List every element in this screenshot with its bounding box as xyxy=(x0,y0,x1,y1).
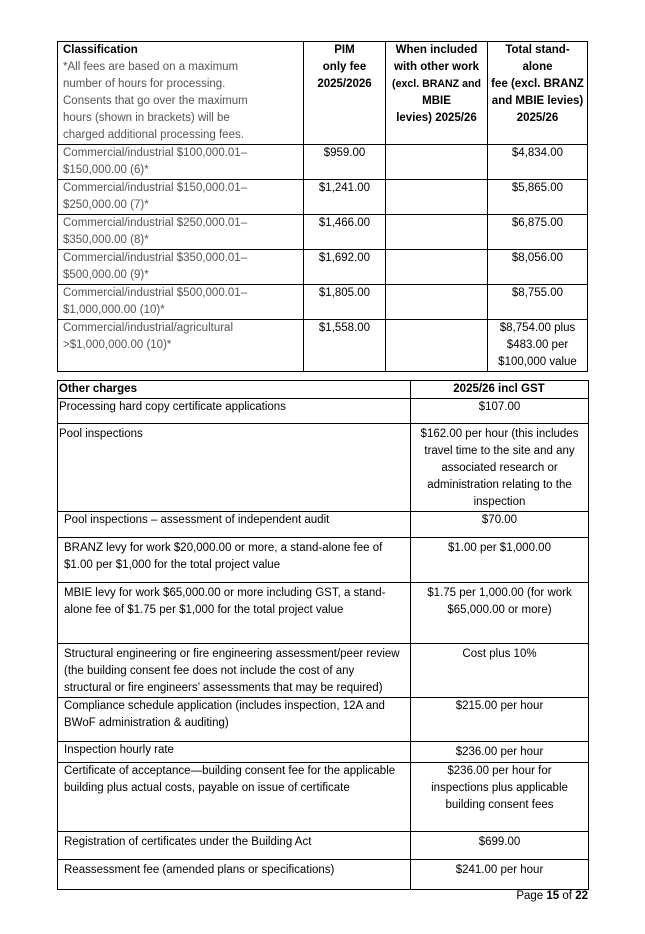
fees-table xyxy=(57,41,588,372)
classification-note: *All fees are based on a maximum number of hours for processing. Consents that go over the maximum hours (shown in brackets) will be charged additional processing fees. xyxy=(63,61,248,141)
charge-value: Cost plus 10% xyxy=(411,644,589,698)
page-footer xyxy=(516,890,588,902)
charge-value: $162.00 per hour (this includes travel time to the site and any associated research or administration relating to the inspection xyxy=(411,424,589,512)
table-row xyxy=(58,285,588,320)
pim-cell: $959.00 xyxy=(304,145,386,180)
charge-label: Reassessment fee (amended plans or specifications) xyxy=(58,860,411,890)
charge-label: MBIE levy for work $65,000.00 or more including GST, a stand- alone fee of $1.75 per $1,000 for the total project value xyxy=(58,583,411,644)
charge-label: Pool inspections xyxy=(58,424,411,512)
classification-title: Classification xyxy=(63,44,138,56)
pim-cell: $1,241.00 xyxy=(304,180,386,215)
table-row xyxy=(58,644,589,698)
with-other-work-header: When included with other work (excl. BRANZ and MBIE levies) 2025/26 xyxy=(386,42,488,145)
page-total: 22 xyxy=(575,890,588,902)
classification-cell: Commercial/industrial $350,000.01– $500,000.00 (9)* xyxy=(58,250,304,285)
charge-label: Pool inspections – assessment of independent audit xyxy=(58,512,411,538)
with-other-cell xyxy=(386,320,488,372)
total-cell: $8,755.00 xyxy=(488,285,588,320)
with-other-cell xyxy=(386,250,488,285)
total-cell: $5,865.00 xyxy=(488,180,588,215)
charge-value: $1.75 per 1,000.00 (for work $65,000.00 or more) xyxy=(411,583,589,644)
total-cell: $8,056.00 xyxy=(488,250,588,285)
charge-value: $236.00 per hour xyxy=(411,742,589,763)
classification-cell: Commercial/industrial $150,000.01– $250,000.00 (7)* xyxy=(58,180,304,215)
charge-value: $215.00 per hour xyxy=(411,698,589,742)
fees-table-header xyxy=(58,42,588,145)
table-row xyxy=(58,250,588,285)
classification-cell: Commercial/industrial/agricultural >$1,000,000.00 (10)* xyxy=(58,320,304,372)
total-cell: $8,754.00 plus $483.00 per $100,000 value xyxy=(488,320,588,372)
table-row xyxy=(58,145,588,180)
table-row xyxy=(58,215,588,250)
total-standalone-header: Total stand- alone fee (excl. BRANZ and MBIE levies) 2025/26 xyxy=(488,42,588,145)
table-row xyxy=(58,512,589,538)
charge-label: Inspection hourly rate xyxy=(58,742,411,763)
other-charges-table xyxy=(57,380,589,890)
charge-label: Registration of certificates under the Building Act xyxy=(58,832,411,860)
other-charges-header-label: Other charges xyxy=(58,381,411,399)
charge-value: $70.00 xyxy=(411,512,589,538)
table-row xyxy=(58,860,589,890)
classification-cell: Commercial/industrial $250,000.01– $350,000.00 (8)* xyxy=(58,215,304,250)
table-row xyxy=(58,698,589,742)
table-row xyxy=(58,763,589,832)
page-word: Page xyxy=(516,890,544,902)
table-row xyxy=(58,320,588,372)
charge-value: $236.00 per hour for inspections plus applicable building consent fees xyxy=(411,763,589,832)
page-number: 15 xyxy=(546,890,560,902)
charge-label: Certificate of acceptance—building consent fee for the applicable building plus actual costs, payable on issue of certificate xyxy=(58,763,411,832)
table-row xyxy=(58,180,588,215)
with-other-cell xyxy=(386,145,488,180)
with-other-cell xyxy=(386,285,488,320)
table-row xyxy=(58,538,589,583)
charge-value: $1.00 per $1,000.00 xyxy=(411,538,589,583)
of-word: of xyxy=(562,890,572,902)
pim-header: PIM only fee 2025/2026 xyxy=(304,42,386,145)
other-charges-header-value: 2025/26 incl GST xyxy=(411,381,589,399)
with-other-cell xyxy=(386,180,488,215)
pim-cell: $1,692.00 xyxy=(304,250,386,285)
total-cell: $6,875.00 xyxy=(488,215,588,250)
classification-header xyxy=(58,42,304,145)
table-row xyxy=(58,399,589,424)
pim-cell: $1,805.00 xyxy=(304,285,386,320)
charge-label: Structural engineering or fire engineering assessment/peer review (the building consent fee does not include the cost of any structural or fire engineers’ assessments that may be required) xyxy=(58,644,411,698)
charge-value: $241.00 per hour xyxy=(411,860,589,890)
classification-cell: Commercial/industrial $500,000.01– $1,000,000.00 (10)* xyxy=(58,285,304,320)
table-row xyxy=(58,832,589,860)
charge-label: BRANZ levy for work $20,000.00 or more, a stand-alone fee of $1.00 per $1,000 for the total project value xyxy=(58,538,411,583)
charge-label: Compliance schedule application (includes inspection, 12A and BWoF administration & auditing) xyxy=(58,698,411,742)
pim-cell: $1,466.00 xyxy=(304,215,386,250)
table-row xyxy=(58,424,589,512)
other-charges-header xyxy=(58,381,589,399)
with-other-cell xyxy=(386,215,488,250)
total-cell: $4,834.00 xyxy=(488,145,588,180)
charge-value: $107.00 xyxy=(411,399,589,424)
pim-cell: $1,558.00 xyxy=(304,320,386,372)
table-row xyxy=(58,583,589,644)
charge-label: Processing hard copy certificate applications xyxy=(58,399,411,424)
table-row xyxy=(58,742,589,763)
charge-value: $699.00 xyxy=(411,832,589,860)
classification-cell: Commercial/industrial $100,000.01– $150,000.00 (6)* xyxy=(58,145,304,180)
